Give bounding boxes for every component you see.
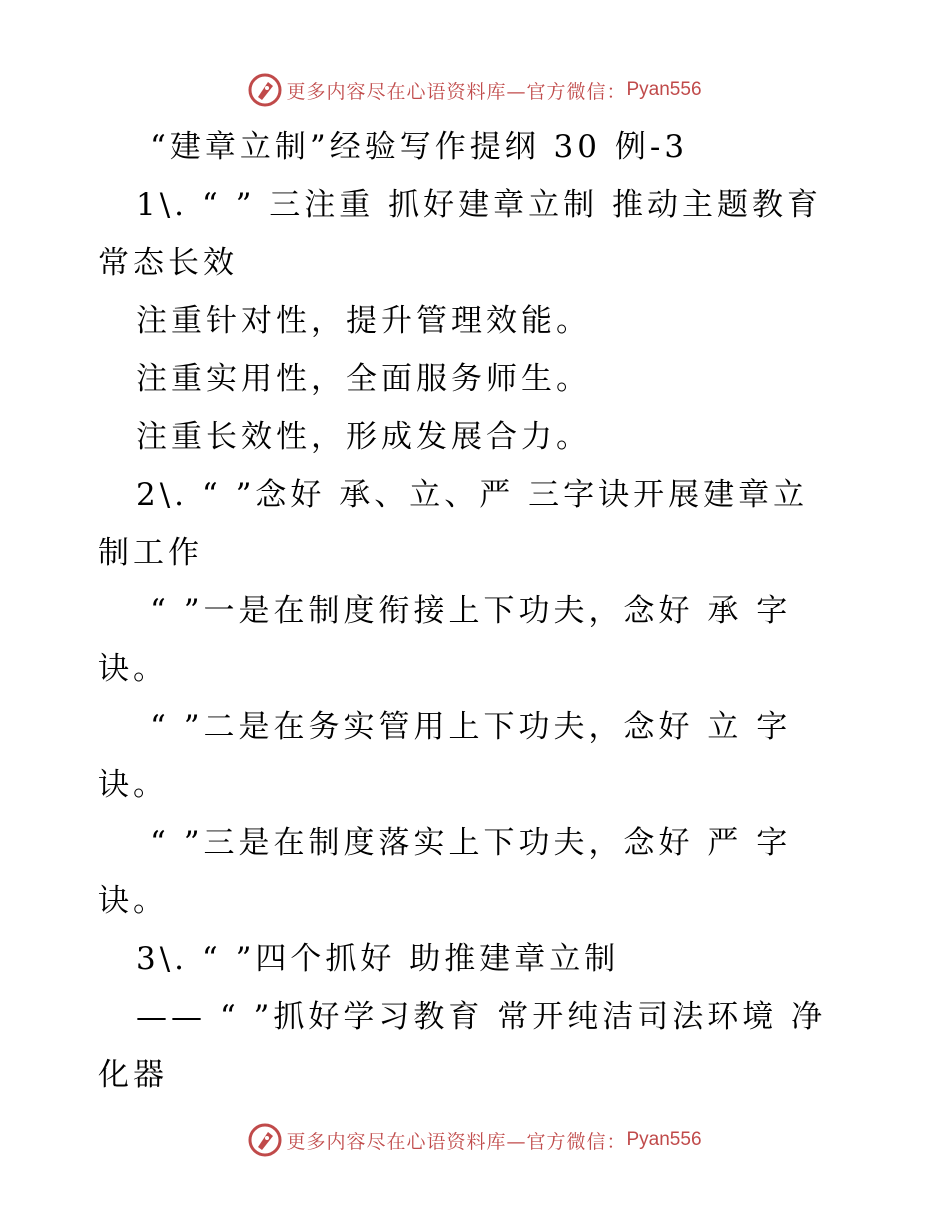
header-banner	[0, 70, 950, 110]
text-line: 注重长效性，形成发展合力。	[136, 419, 591, 455]
document-title: “建章立制”经验写作提纲 30 例-3	[150, 129, 689, 165]
text-line: 常态长效	[98, 245, 238, 281]
banner-text: 更多内容尽在心语资料库—官方微信：	[286, 80, 627, 103]
footer-banner	[0, 1120, 950, 1160]
text-line: 诀。	[98, 651, 168, 687]
text-line: 诀。	[98, 883, 168, 919]
text-line: 注重针对性，提升管理效能。	[136, 303, 591, 339]
pen-nib-circle-icon	[248, 73, 282, 107]
text-line: “ ”一是在制度衔接上下功夫，念好 承 字	[150, 593, 792, 629]
text-line: 诀。	[98, 767, 168, 803]
text-line: 3\. “ ”四个抓好 助推建章立制	[136, 941, 620, 977]
text-line: 化器	[98, 1057, 168, 1093]
text-line: “ ”二是在务实管用上下功夫，念好 立 字	[150, 709, 792, 745]
text-line: “ ”三是在制度落实上下功夫，念好 严 字	[150, 825, 792, 861]
text-line: 1\. “ ” 三注重 抓好建章立制 推动主题教育	[136, 187, 822, 223]
text-line: 制工作	[98, 535, 203, 571]
document-body	[98, 118, 858, 1104]
pen-nib-circle-icon	[248, 1123, 282, 1157]
text-line: 2\. “ ”念好 承、立、严 三字诀开展建章立	[136, 477, 809, 513]
text-line: 注重实用性，全面服务师生。	[136, 361, 591, 397]
text-line: —— “ ”抓好学习教育 常开纯洁司法环境 净	[136, 999, 827, 1035]
banner-wechat: Pyan556	[626, 1129, 702, 1150]
banner-wechat: Pyan556	[626, 79, 702, 100]
banner-text: 更多内容尽在心语资料库—官方微信：	[286, 1130, 627, 1153]
